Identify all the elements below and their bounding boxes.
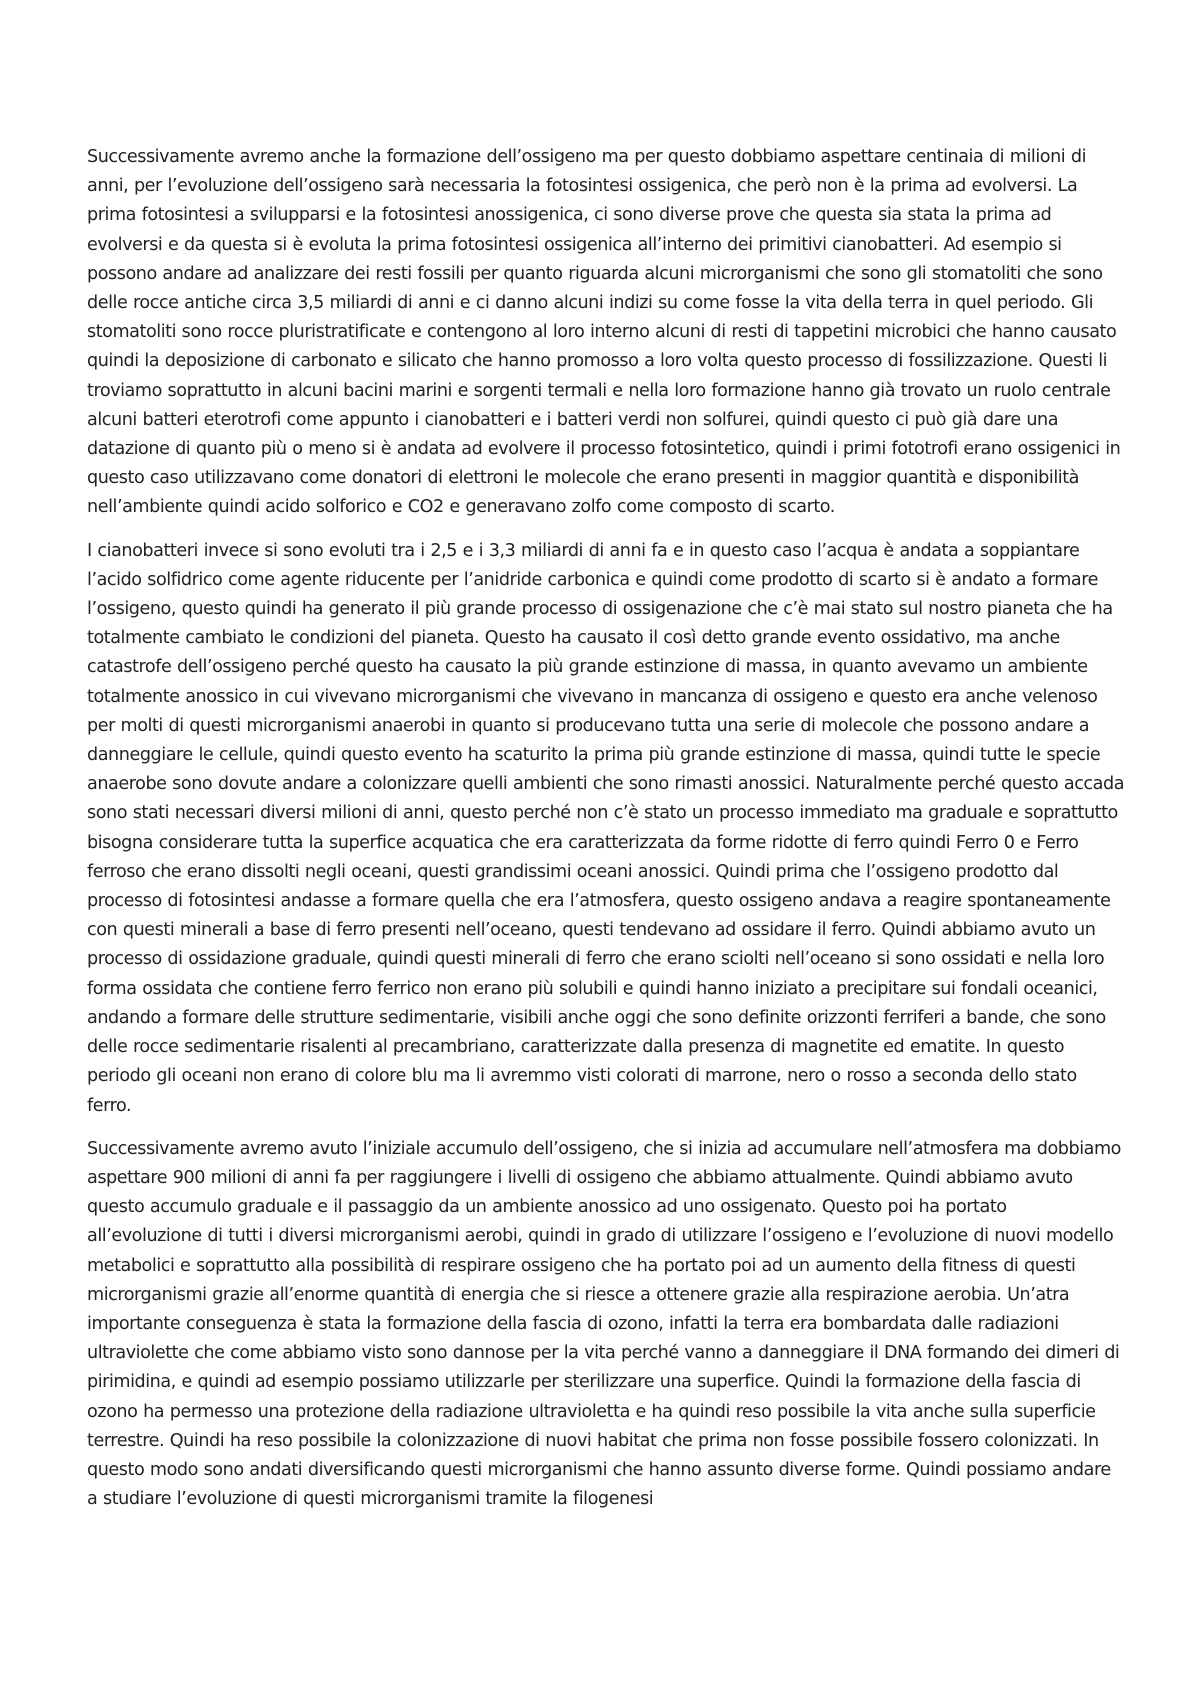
- paragraph-cyanobacteria: I cianobatteri invece si sono evoluti tra i 2,5 e i 3,3 miliardi di anni fa e in questo caso l’acqua è andata a soppiantare l’acido solfidrico come agente riducente per l’anidride carbonica e quindi come prodotto di scarto si è andato a formare l’ossigeno, questo quindi ha generato il più grande processo di ossigenazione che c’è mai stato sul nostro pianeta che ha totalmente cambiato le condizioni del pianeta. Questo ha causato il così detto grande evento ossidativo, ma anche catastrofe dell’ossigeno perché questo ha causato la più grande estinzione di massa, in quanto avevamo un ambiente totalmente anossico in cui vivevano microrganismi che vivevano in mancanza di ossigeno e questo era anche velenoso per molti di questi microrganismi anaerobi in quanto si producevano tutta una serie di molecole che possono andare a danneggiare le cellule, quindi questo evento ha scaturito la prima più grande estinzione di massa, quindi tutte le specie anaerobe sono dovute andare a colonizzare quelli ambienti che sono rimasti anossici. Naturalmente perché questo accada sono stati necessari diversi milioni di anni, questo perché non c’è stato un processo immediato ma graduale e soprattutto bisogna considerare tutta la superfice acquatica che era caratterizzata da forme ridotte di ferro quindi Ferro 0 e Ferro ferroso che erano dissolti negli oceani, questi grandissimi oceani anossici. Quindi prima che l’ossigeno prodotto dal processo di fotosintesi andasse a formare quella che era l’atmosfera, questo ossigeno andava a reagire spontaneamente con questi minerali a base di ferro presenti nell’oceano, questi tendevano ad ossidare il ferro. Quindi abbiamo avuto un processo di ossidazione graduale, quindi questi minerali di ferro che erano sciolti nell’oceano si sono ossidati e nella loro forma ossidata che contiene ferro ferrico non erano più solubili e quindi hanno iniziato a precipitare sui fondali oceanici, andando a formare delle strutture sedimentarie, visibili anche oggi che sono definite orizzonti ferriferi a bande, che sono delle rocce sedimentarie risalenti al precambriano, caratterizzate dalla presenza di magnetite ed ematite. In questo periodo gli oceani non erano di colore blu ma li avremmo visti colorati di marrone, nero o rosso a seconda dello stato ferro.: [87, 540, 1125, 1116]
- document-body: [87, 143, 1125, 1528]
- paragraph-oxygen-formation: Successivamente avremo anche la formazione dell’ossigeno ma per questo dobbiamo aspettare centinaia di milioni di anni, per l’evoluzione dell’ossigeno sarà necessaria la fotosintesi ossigenica, che però non è la prima ad evolversi. La prima fotosintesi a svilupparsi e la fotosintesi anossigenica, ci sono diverse prove che questa sia stata la prima ad evolversi e da questa si è evoluta la prima fotosintesi ossigenica all’interno dei primitivi cianobatteri. Ad esempio si possono andare ad analizzare dei resti fossili per quanto riguarda alcuni microrganismi che sono gli stomatoliti che sono delle rocce antiche circa 3,5 miliardi di anni e ci danno alcuni indizi su come fosse la vita della terra in quel periodo. Gli stomatoliti sono rocce pluristratificate e contengono al loro interno alcuni di resti di tappetini microbici che hanno causato quindi la deposizione di carbonato e silicato che hanno promosso a loro volta questo processo di fossilizzazione. Questi li troviamo soprattutto in alcuni bacini marini e sorgenti termali e nella loro formazione hanno già trovato un ruolo centrale alcuni batteri eterotrofi come appunto i cianobatteri e i batteri verdi non solfurei, quindi questo ci può già dare una datazione di quanto più o meno si è andata ad evolvere il processo fotosintetico, quindi i primi fototrofi erano ossigenici in questo caso utilizzavano come donatori di elettroni le molecole che erano presenti in maggior quantità e disponibilità nell’ambiente quindi acido solforico e CO2 e generavano zolfo come composto di scarto.: [87, 147, 1121, 518]
- paragraph-oxygen-accumulation: Successivamente avremo avuto l’iniziale accumulo dell’ossigeno, che si inizia ad accumulare nell’atmosfera ma dobbiamo aspettare 900 milioni di anni fa per raggiungere i livelli di ossigeno che abbiamo attualmente. Quindi abbiamo avuto questo accumulo graduale e il passaggio da un ambiente anossico ad uno ossigenato. Questo poi ha portato all’evoluzione di tutti i diversi microrganismi aerobi, quindi in grado di utilizzare l’ossigeno e l’evoluzione di nuovi modello metabolici e soprattutto alla possibilità di respirare ossigeno che ha portato poi ad un aumento della fitness di questi microrganismi grazie all’enorme quantità di energia che si riesce a ottenere grazie alla respirazione aerobia. Un’atra importante conseguenza è stata la formazione della fascia di ozono, infatti la terra era bombardata dalle radiazioni ultraviolette che come abbiamo visto sono dannose per la vita perché vanno a danneggiare il DNA formando dei dimeri di pirimidina, e quindi ad esempio possiamo utilizzarle per sterilizzare una superfice. Quindi la formazione della fascia di ozono ha permesso una protezione della radiazione ultravioletta e ha quindi reso possibile la vita anche sulla superficie terrestre. Quindi ha reso possibile la colonizzazione di nuovi habitat che prima non fosse possibile fossero colonizzati. In questo modo sono andati diversificando questi microrganismi che hanno assunto diverse forme. Quindi possiamo andare a studiare l’evoluzione di questi microrganismi tramite la filogenesi: [87, 1138, 1121, 1510]
